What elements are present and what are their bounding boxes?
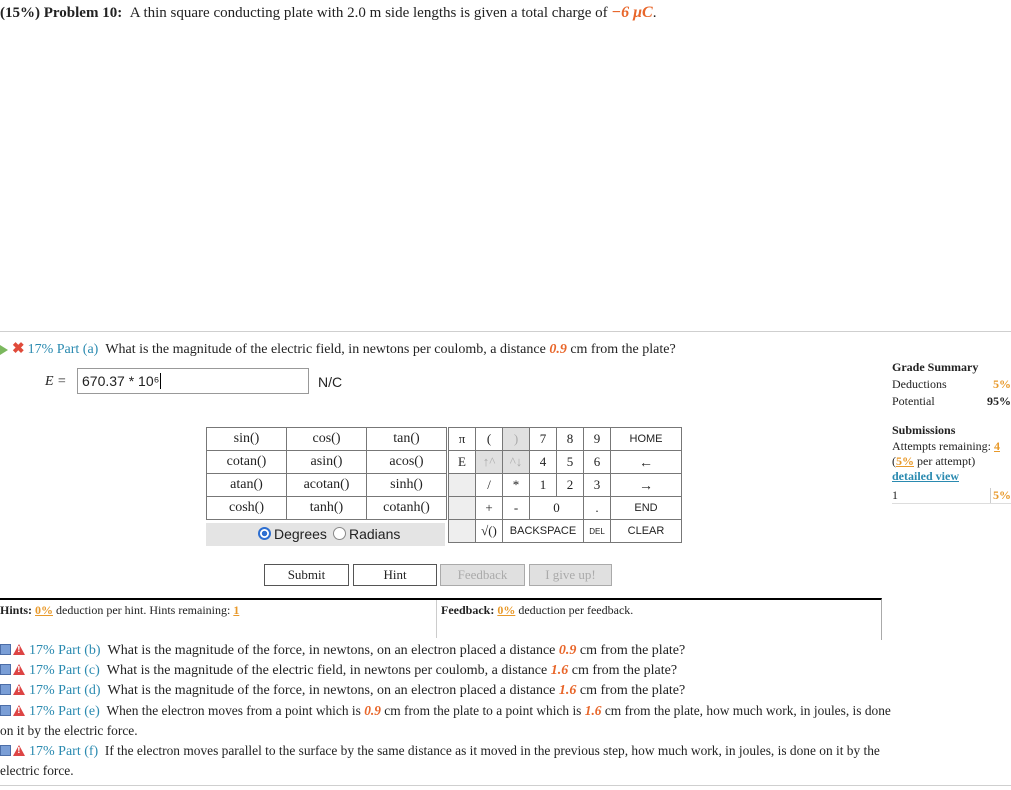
part-c-row bbox=[0, 663, 677, 679]
problem-charge: −6 μC bbox=[611, 4, 653, 21]
part-b-row bbox=[0, 643, 685, 659]
key-tanh[interactable]: tanh() bbox=[287, 497, 367, 520]
part-c-label[interactable]: 17% Part (c) bbox=[29, 663, 100, 678]
key-del[interactable]: DEL bbox=[584, 520, 611, 543]
detailed-view-link[interactable]: detailed view bbox=[892, 469, 959, 483]
key-acos[interactable]: acos() bbox=[367, 451, 447, 474]
potential-label: Potential bbox=[892, 394, 935, 408]
hints-remaining: 1 bbox=[233, 603, 240, 617]
grade-summary: Grade Summary Deductions 5% Potential 95% Submissions Attempts remaining: 4 (5% per attempt) detailed view 1 5% bbox=[892, 360, 1011, 502]
text-cursor bbox=[160, 373, 161, 389]
part-b-question: What is the magnitude of the force, in newtons, on an electron placed a distance bbox=[107, 643, 556, 658]
feedback-label: Feedback: bbox=[441, 603, 495, 617]
part-d-question-end: cm from the plate? bbox=[579, 683, 686, 698]
key-end[interactable]: END bbox=[611, 497, 682, 520]
hints-label: Hints: bbox=[0, 603, 33, 617]
key-1[interactable]: 1 bbox=[530, 474, 557, 497]
answer-variable-label: E = bbox=[45, 374, 67, 389]
degrees-radio[interactable] bbox=[258, 527, 271, 540]
grade-summary-title: Grade Summary bbox=[892, 360, 979, 374]
feedback-info bbox=[441, 603, 633, 618]
key-backspace[interactable]: BACKSPACE bbox=[503, 520, 584, 543]
divider-bottom bbox=[0, 785, 1011, 786]
attempts-label: Attempts remaining: bbox=[892, 439, 991, 453]
key-clear[interactable]: CLEAR bbox=[611, 520, 682, 543]
warning-icon bbox=[13, 745, 25, 756]
answer-input[interactable] bbox=[77, 368, 309, 394]
key-up[interactable]: ↑^ bbox=[476, 451, 503, 474]
hint-button[interactable]: Hint bbox=[353, 564, 437, 586]
part-e-distance-2: 1.6 bbox=[584, 703, 602, 718]
feedback-deduction: 0% bbox=[497, 603, 516, 617]
part-e-continuation: on it by the electric force. bbox=[0, 723, 138, 738]
answer-value: 670.37 * 10⁶ bbox=[82, 373, 160, 389]
function-keypad bbox=[206, 427, 447, 520]
degrees-option[interactable] bbox=[258, 526, 327, 542]
key-minus[interactable]: - bbox=[503, 497, 530, 520]
key-pi[interactable]: π bbox=[449, 428, 476, 451]
problem-weight: (15%) bbox=[0, 5, 40, 21]
submit-button[interactable]: Submit bbox=[264, 564, 349, 586]
part-b-question-end: cm from the plate? bbox=[579, 643, 686, 658]
part-f-continuation: electric force. bbox=[0, 763, 74, 778]
part-a-question: What is the magnitude of the electric field, in newtons per coulomb, a distance bbox=[105, 342, 546, 357]
collapsed-square-icon[interactable] bbox=[0, 745, 11, 756]
part-d-distance: 1.6 bbox=[558, 683, 577, 698]
hints-text: deduction per hint. Hints remaining: bbox=[56, 603, 231, 617]
part-e-question-mid: cm from the plate to a point which is bbox=[384, 703, 582, 718]
potential-value: 95% bbox=[987, 394, 1011, 408]
key-blank bbox=[449, 520, 476, 543]
collapsed-square-icon[interactable] bbox=[0, 684, 11, 695]
angle-mode-row bbox=[206, 523, 445, 546]
degrees-label: Degrees bbox=[274, 526, 327, 542]
part-a-distance: 0.9 bbox=[549, 342, 567, 357]
warning-icon bbox=[13, 664, 25, 675]
key-rparen[interactable]: ) bbox=[503, 428, 530, 451]
key-8[interactable]: 8 bbox=[557, 428, 584, 451]
key-sqrt[interactable]: √() bbox=[476, 520, 503, 543]
collapsed-square-icon[interactable] bbox=[0, 705, 11, 716]
divider-top bbox=[0, 331, 1011, 332]
key-blank bbox=[449, 497, 476, 520]
key-cosh[interactable]: cosh() bbox=[207, 497, 287, 520]
hints-deduction: 0% bbox=[35, 603, 54, 617]
key-acotan[interactable]: acotan() bbox=[287, 474, 367, 497]
key-cos[interactable]: cos() bbox=[287, 428, 367, 451]
hints-feedback-divider bbox=[436, 600, 437, 638]
part-e-distance-1: 0.9 bbox=[364, 703, 381, 718]
part-b-label[interactable]: 17% Part (b) bbox=[29, 643, 101, 658]
feedback-button[interactable]: Feedback bbox=[440, 564, 525, 586]
attempts-value: 4 bbox=[993, 439, 1000, 453]
part-e-question-end: cm from the plate, how much work, in joules, is done bbox=[604, 703, 891, 718]
part-a-label[interactable]: 17% Part (a) bbox=[27, 342, 99, 357]
radians-option[interactable] bbox=[333, 526, 400, 542]
problem-label: Problem 10: bbox=[43, 5, 123, 21]
submission-number: 1 bbox=[892, 488, 898, 502]
radians-radio[interactable] bbox=[333, 527, 346, 540]
key-cotanh[interactable]: cotanh() bbox=[367, 497, 447, 520]
problem-text: A thin square conducting plate with 2.0 m side lengths is given a total charge of bbox=[129, 5, 608, 21]
deductions-value: 5% bbox=[993, 377, 1011, 391]
key-asin[interactable]: asin() bbox=[287, 451, 367, 474]
radians-label: Radians bbox=[349, 526, 401, 542]
key-9[interactable]: 9 bbox=[584, 428, 611, 451]
incorrect-x-icon: ✖ bbox=[12, 341, 25, 357]
part-d-label[interactable]: 17% Part (d) bbox=[29, 683, 101, 698]
key-7[interactable]: 7 bbox=[530, 428, 557, 451]
key-4[interactable]: 4 bbox=[530, 451, 557, 474]
part-f-label[interactable]: 17% Part (f) bbox=[29, 744, 99, 759]
part-d-question: What is the magnitude of the force, in newtons, on an electron placed a distance bbox=[107, 683, 556, 698]
key-0[interactable]: 0 bbox=[530, 497, 584, 520]
part-b-distance: 0.9 bbox=[558, 643, 577, 658]
numeric-keypad bbox=[448, 427, 682, 543]
per-attempt-value: 5% bbox=[896, 454, 914, 468]
problem-header bbox=[0, 4, 656, 22]
key-plus[interactable]: + bbox=[476, 497, 503, 520]
key-left-arrow[interactable]: ← bbox=[611, 451, 682, 474]
part-c-question: What is the magnitude of the electric field, in newtons per coulomb, a distance bbox=[106, 663, 548, 678]
key-blank bbox=[449, 474, 476, 497]
key-lparen[interactable]: ( bbox=[476, 428, 503, 451]
problem-text-end: . bbox=[652, 5, 657, 21]
warning-icon bbox=[13, 705, 25, 716]
expand-arrow-icon[interactable] bbox=[0, 345, 8, 355]
key-atan[interactable]: atan() bbox=[207, 474, 287, 497]
part-a-row bbox=[0, 339, 676, 358]
key-5[interactable]: 5 bbox=[557, 451, 584, 474]
warning-icon bbox=[13, 684, 25, 695]
key-tan[interactable]: tan() bbox=[367, 428, 447, 451]
part-c-distance: 1.6 bbox=[550, 663, 569, 678]
part-d-row bbox=[0, 683, 685, 699]
key-e[interactable]: E bbox=[449, 451, 476, 474]
key-home[interactable]: HOME bbox=[611, 428, 682, 451]
collapsed-square-icon[interactable] bbox=[0, 644, 11, 655]
give-up-button[interactable]: I give up! bbox=[529, 564, 612, 586]
key-sin[interactable]: sin() bbox=[207, 428, 287, 451]
submission-deduction: 5% bbox=[990, 488, 1011, 503]
part-a-question-end: cm from the plate? bbox=[570, 342, 676, 357]
key-6[interactable]: 6 bbox=[584, 451, 611, 474]
key-dot[interactable]: . bbox=[584, 497, 611, 520]
key-3[interactable]: 3 bbox=[584, 474, 611, 497]
part-c-question-end: cm from the plate? bbox=[571, 663, 678, 678]
key-down[interactable]: ^↓ bbox=[503, 451, 530, 474]
per-attempt-label: per attempt) bbox=[917, 454, 976, 468]
key-star[interactable]: * bbox=[503, 474, 530, 497]
part-e-question: When the electron moves from a point which is bbox=[106, 703, 361, 718]
deductions-label: Deductions bbox=[892, 377, 947, 391]
key-slash[interactable]: / bbox=[476, 474, 503, 497]
hints-info bbox=[0, 603, 239, 618]
key-cotan[interactable]: cotan() bbox=[207, 451, 287, 474]
key-2[interactable]: 2 bbox=[557, 474, 584, 497]
collapsed-square-icon[interactable] bbox=[0, 664, 11, 675]
key-right-arrow[interactable]: → bbox=[611, 474, 682, 497]
part-f-question: If the electron moves parallel to the surface by the same distance as it moved in the previous step, how much work, in joules, is done on it by the bbox=[104, 743, 880, 758]
part-e-row bbox=[0, 703, 891, 720]
part-f-row bbox=[0, 743, 880, 760]
submissions-title: Submissions bbox=[892, 423, 956, 437]
key-sinh[interactable]: sinh() bbox=[367, 474, 447, 497]
warning-icon bbox=[13, 644, 25, 655]
unit-label: N/C bbox=[318, 374, 343, 390]
part-e-label[interactable]: 17% Part (e) bbox=[29, 704, 100, 719]
feedback-text: deduction per feedback. bbox=[518, 603, 634, 617]
